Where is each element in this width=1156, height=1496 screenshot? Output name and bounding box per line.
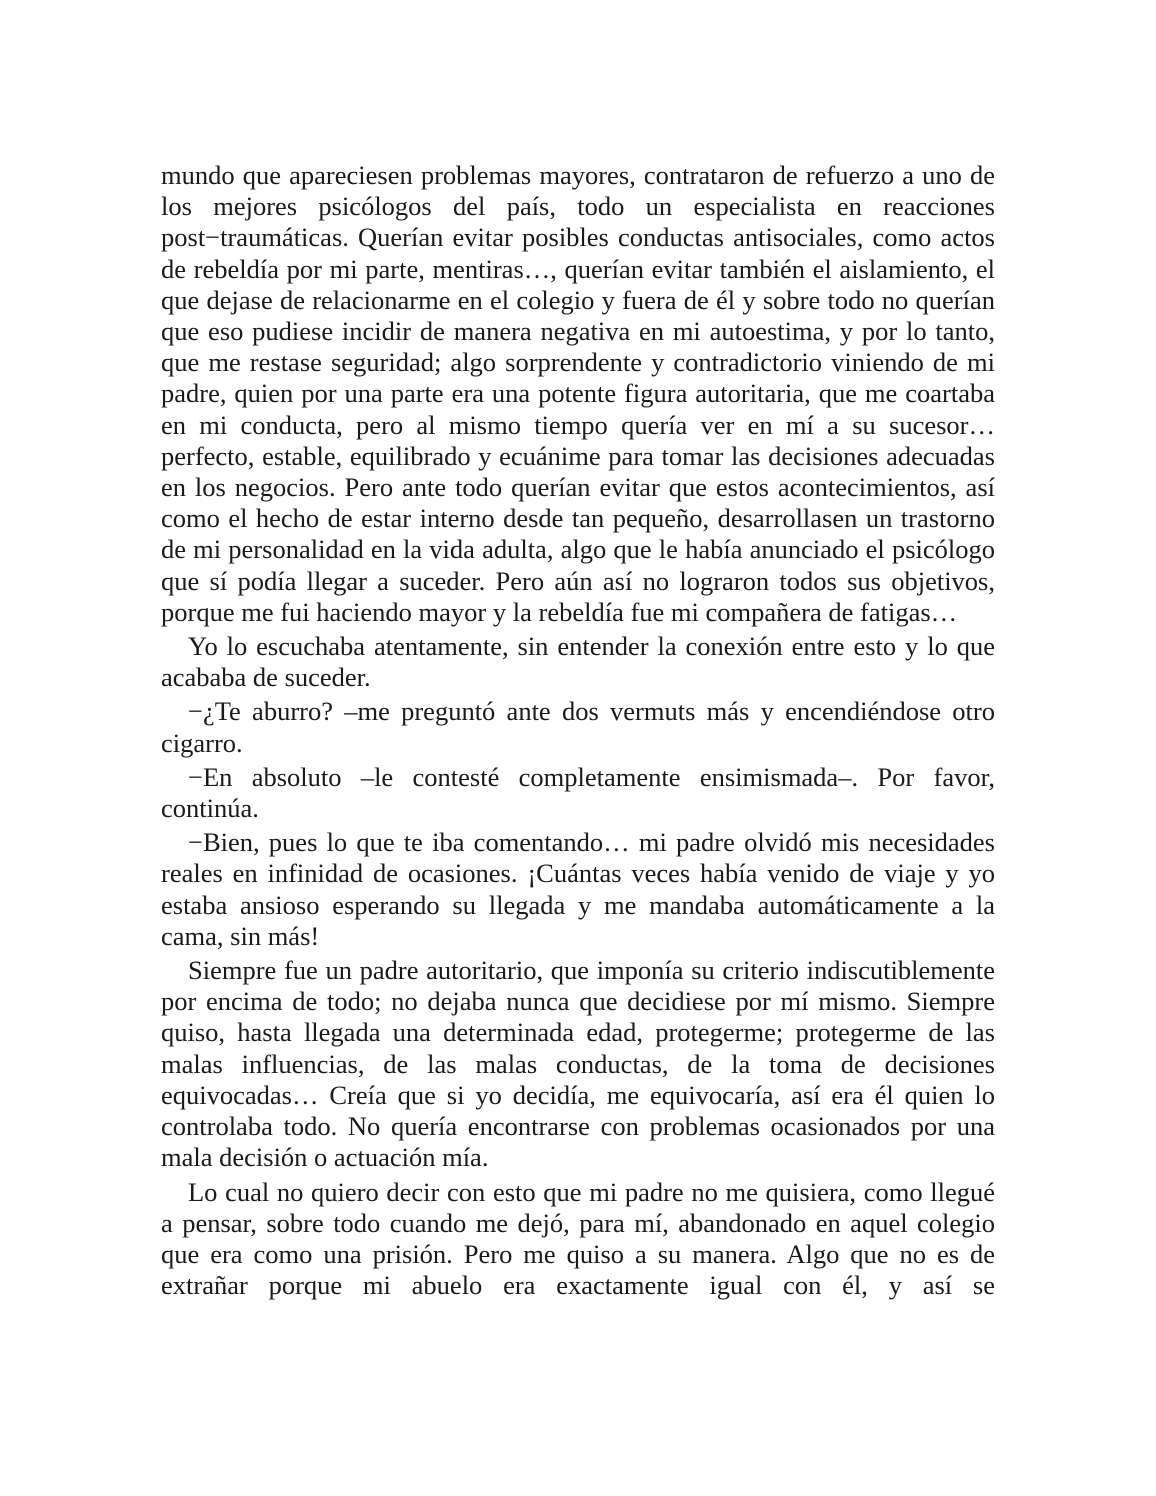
paragraph-6: Siempre fue un padre autoritario, que imponía su criterio indiscutiblemente por encima de todo; no dejaba nunca que decidiese por mí mismo. Siempre quiso, hasta llegada una determinada edad, protegerme; protegerme de las malas influencias, de las malas conductas, de la toma de decisiones equivocadas… Creía que si yo decidía, me equivocaría, así era él quien lo controlaba todo. No quería encontrarse con problemas ocasionados por una mala decisión o actuación mía.	[161, 955, 995, 1173]
paragraph-7: Lo cual no quiero decir con esto que mi padre no me quisiera, como llegué a pensar, sobre todo cuando me dejó, para mí, abandonado en aquel colegio que era como una prisión. Pero me quiso a su manera. Algo que no es de extrañar porque mi abuelo era exactamente igual con él, y así se	[161, 1176, 995, 1301]
paragraph-3: −¿Te aburro? –me preguntó ante dos vermuts más y encendiéndose otro cigarro.	[161, 696, 995, 758]
paragraph-4: −En absoluto –le contesté completamente ensimismada–. Por favor, continúa.	[161, 761, 995, 824]
document-page	[161, 160, 995, 1304]
paragraph-5: −Bien, pues lo que te iba comentando… mi padre olvidó mis necesidades reales en infinidad de ocasiones. ¡Cuántas veces había venido de viaje y yo estaba ansioso esperando su llegada y me mandaba automáticamente a la cama, sin más!	[161, 827, 995, 951]
paragraph-2: Yo lo escuchaba atentamente, sin entender la conexión entre esto y lo que acababa de suceder.	[161, 631, 995, 693]
paragraph-1: mundo que apareciesen problemas mayores, contrataron de refuerzo a uno de los mejores psicólogos del país, todo un especialista en reacciones post−traumáticas. Querían evitar posibles conductas antisociales, como actos de rebeldía por mi parte, mentiras…, querían evitar también el aislamiento, el que dejase de relacionarme en el colegio y fuera de él y sobre todo no querían que eso pudiese incidir de manera negativa en mi autoestima, y por lo tanto, que me restase seguridad; algo sorprendente y contradictorio viniendo de mi padre, quien por una parte era una potente figura autoritaria, que me coartaba en mi conducta, pero al mismo tiempo quería ver en mí a su sucesor… perfecto, estable, equilibrado y ecuánime para tomar las decisiones adecuadas en los negocios. Pero ante todo querían evitar que estos acontecimientos, así como el hecho de estar interno desde tan pequeño, desarrollasen un trastorno de mi personalidad en la vida adulta, algo que le había anunciado el psicólogo que sí podía llegar a suceder. Pero aún así no lograron todos sus objetivos, porque me fui haciendo mayor y la rebeldía fue mi compañera de fatigas…	[161, 160, 995, 627]
